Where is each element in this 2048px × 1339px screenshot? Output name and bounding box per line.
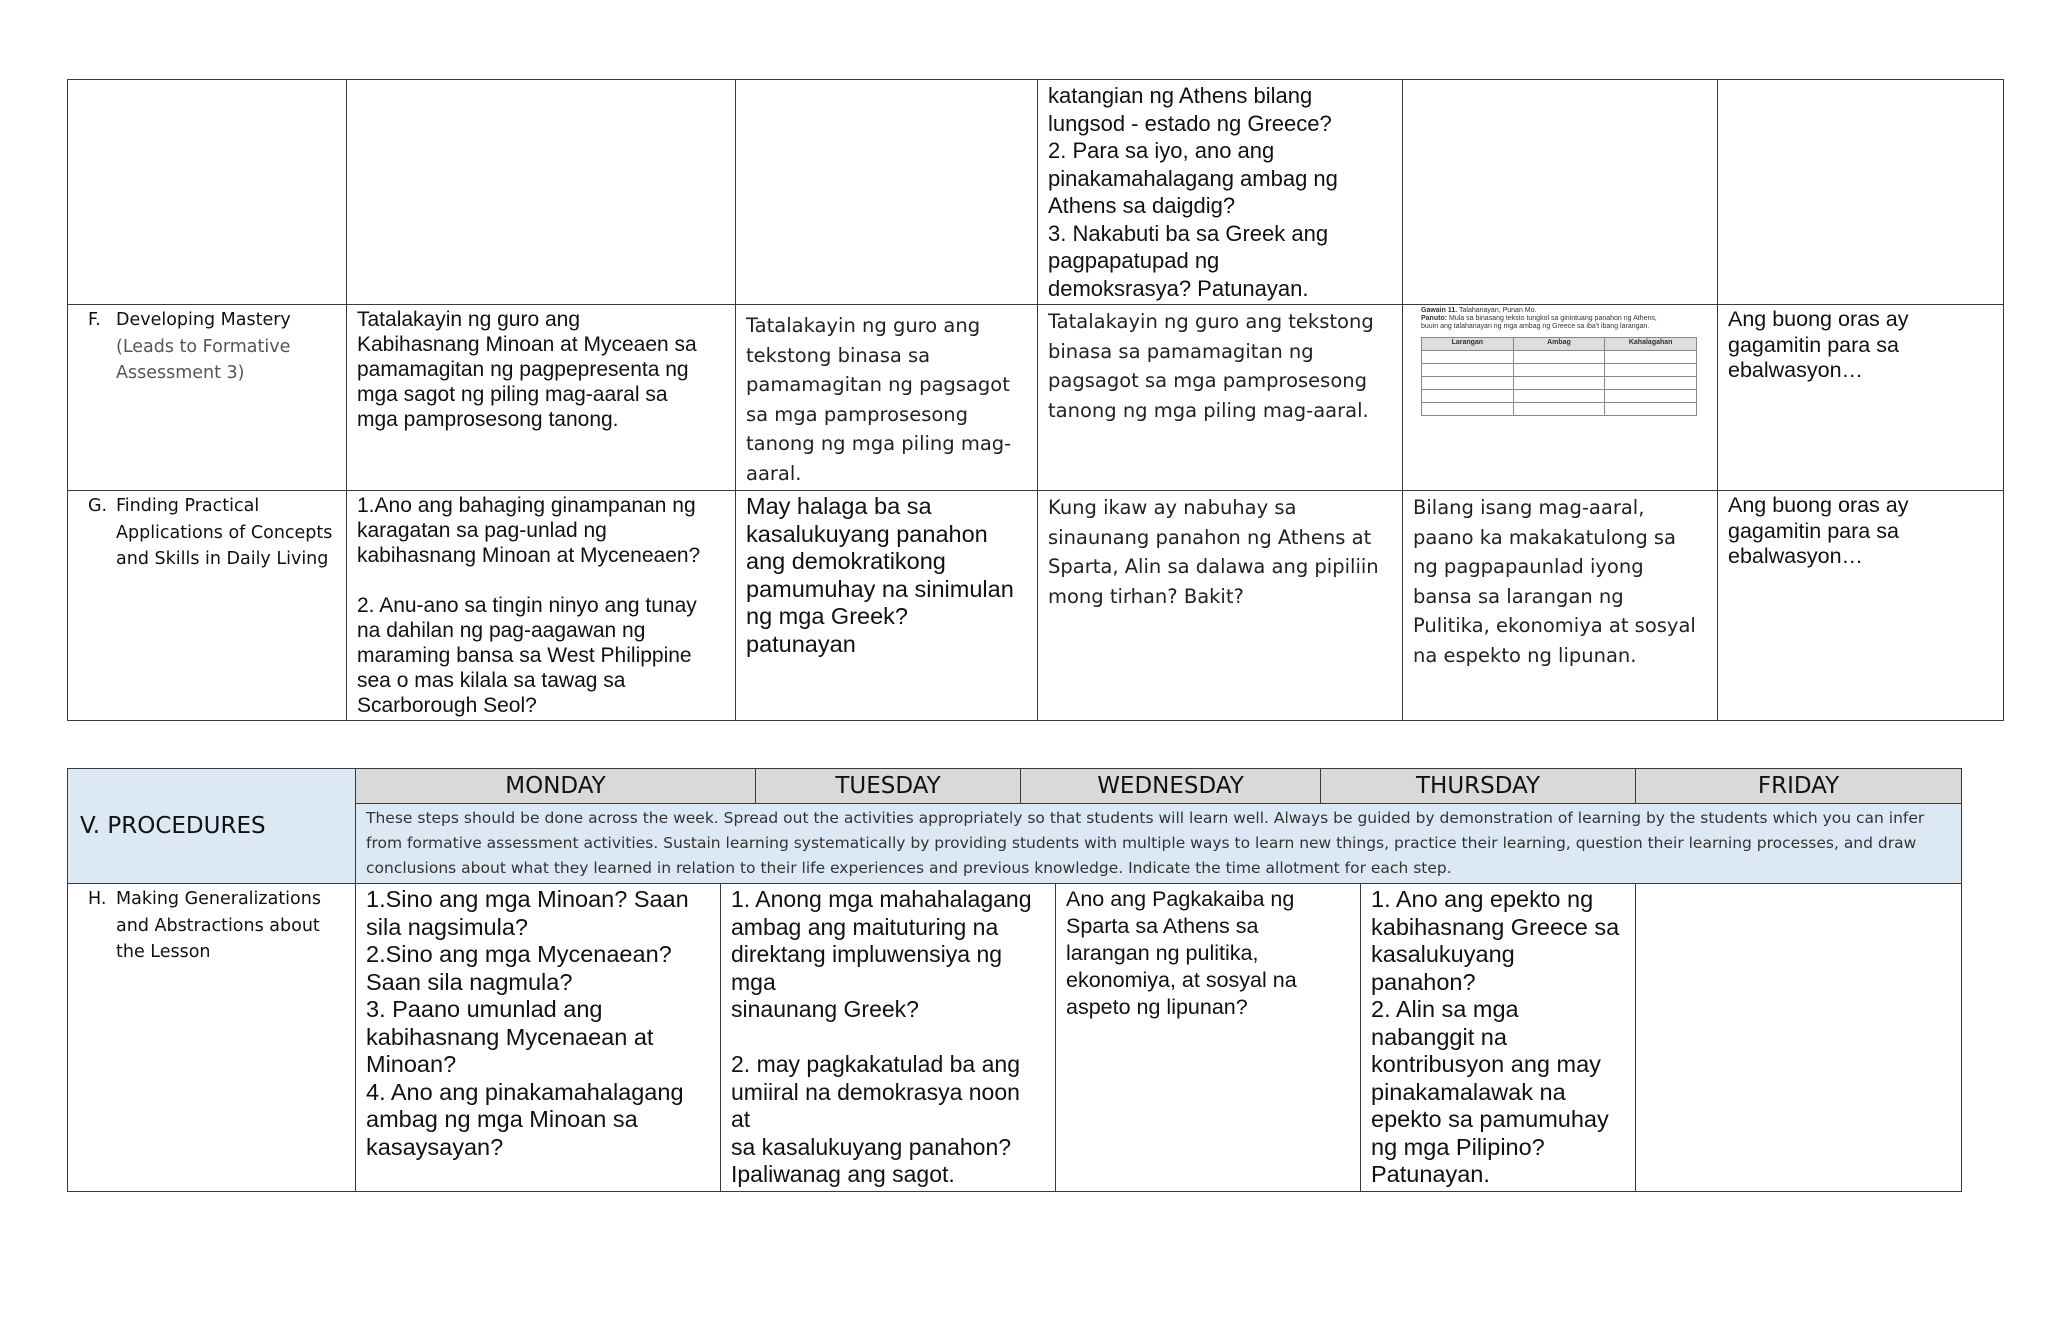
row-letter: F. <box>88 310 101 330</box>
row-title: Finding Practical <box>116 496 260 516</box>
cell-thursday-g: Bilang isang mag-aaral, paano ka makakatulong sa ng pagpapaunlad iyong bansa sa larangan ng Pulitika, ekonomiya at sosyal na espekto ng lipunan. <box>1403 491 1718 721</box>
table-row-generalizations <box>68 884 1962 1192</box>
row-title-3: and Skills in Daily Living <box>116 549 329 569</box>
row-title: Developing Mastery <box>116 310 291 330</box>
cell-tuesday-h: 1. Anong mga mahahalagang ambag ang maituturing na direktang impluwensiya ng mga sinaunang Greek? 2. may pagkakatulad ba ang umiiral na demokrasya noon at sa kasalukuyang panahon? Ipaliwanag ang sagot. <box>721 884 1056 1192</box>
days-header-row <box>68 769 1962 804</box>
cell-wednesday-g: Kung ikaw ay nabuhay sa sinaunang panahon ng Athens at Sparta, Alin sa dalawa ang pipiliin mong tirhan? Bakit? <box>1038 491 1403 721</box>
day-header-friday: FRIDAY <box>1636 769 1962 804</box>
row-subtitle: Assessment 3) <box>116 363 245 383</box>
day-header-monday: MONDAY <box>356 769 756 804</box>
cell-thursday-empty <box>1403 80 1718 305</box>
row-letter: H. <box>88 889 107 909</box>
cell-tuesday-g: May halaga ba sa kasalukuyang panahon ang demokratikong pamumuhay na sinimulan ng mga Greek? patunayan <box>736 491 1038 721</box>
procedures-heading: V. PROCEDURES <box>68 769 356 884</box>
cell-friday-empty <box>1718 80 2004 305</box>
cell-monday-g: 1.Ano ang bahaging ginampanan ng karagatan sa pag-unlad ng kabihasnang Minoan at Myceneaen? 2. Anu-ano sa tingin ninyo ang tunay na dahilan ng pag-aagawan ng maraming bansa sa West Philippine sea o mas kilala sa tawag sa Scarborough Seol? <box>347 491 736 721</box>
cell-monday-empty <box>347 80 736 305</box>
cell-friday-f: Ang buong oras ay gagamitin para sa ebalwasyon… <box>1718 305 2004 491</box>
row-title: Making Generalizations <box>116 889 321 909</box>
cell-thursday-h: 1. Ano ang epekto ng kabihasnang Greece sa kasalukuyang panahon? 2. Alin sa mga nabanggit na kontribusyon ang may pinakamalawak na epekto sa pamumuhay ng mga Pilipino? Patunayan. <box>1361 884 1636 1192</box>
cell-monday-h: 1.Sino ang mga Minoan? Saan sila nagsimula? 2.Sino ang mga Mycenaean? Saan sila nagmula? 3. Paano umunlad ang kabihasnang Mycenaean at Minoan? 4. Ano ang pinakamahalagang ambag ng mga Minoan sa kasaysayan? <box>356 884 721 1192</box>
day-header-thursday: THURSDAY <box>1321 769 1636 804</box>
row-title-3: the Lesson <box>116 942 211 962</box>
day-header-wednesday: WEDNESDAY <box>1021 769 1321 804</box>
cell-wednesday-h: Ano ang Pagkakaiba ng Sparta sa Athens sa larangan ng pulitika, ekonomiya, at sosyal na aspeto ng lipunan? <box>1056 884 1361 1192</box>
cell-tuesday-f: Tatalakayin ng guro ang tekstong binasa sa pamamagitan ng pagsagot sa mga pamprosesong tanong ng mga piling mag- aaral. <box>736 305 1038 491</box>
table-row-practical-applications <box>68 491 2004 721</box>
row-title-2: Applications of Concepts <box>116 522 333 543</box>
row-label-practical-applications <box>68 491 347 721</box>
cell-wednesday-f: Tatalakayin ng guro ang tekstong binasa sa pamamagitan ng pagsagot sa mga pamprosesong tanong ng mga piling mag-aaral. <box>1038 305 1403 491</box>
worksheet-table: Larangan Ambag Kahalagahan <box>1421 337 1697 416</box>
row-title-2: and Abstractions about <box>116 915 320 936</box>
day-header-tuesday: TUESDAY <box>756 769 1021 804</box>
cell-friday-g: Ang buong oras ay gagamitin para sa ebalwasyon… <box>1718 491 2004 721</box>
cell-wednesday-questions: katangian ng Athens bilang lungsod - estado ng Greece? 2. Para sa iyo, ano ang pinakamahalagang ambag ng Athens sa daigdig? 3. Nakabuti ba sa Greek ang pagpapatupad ng demoksrasya? Patunayan. <box>1038 80 1403 305</box>
procedures-instructions: These steps should be done across the week. Spread out the activities appropriately so that students will learn well. Always be guided by demonstration of learning by the students which you can infer from formative assessment activities. Sustain learning systematically by providing students with multiple ways to learn new things, practice their learning, question their learning processes, and draw conclusions about what they learned in relation to their life experiences and previous knowledge. Indicate the time allotment for each step. <box>356 804 1962 884</box>
table-row-developing-mastery <box>68 305 2004 491</box>
worksheet-instructions: Panuto: Mula sa binasang teksto tungkol sa ginintuang panahon ng Athens, <box>1421 315 1657 322</box>
lesson-plan-table-top <box>67 79 2004 721</box>
cell-monday-f: Tatalakayin ng guro ang Kabihasnang Minoan at Myceaen sa pamamagitan ng pagpepresenta ng mga sagot ng piling mag-aaral sa mga pamprosesong tanong. <box>347 305 736 491</box>
cell-thursday-f <box>1403 305 1718 491</box>
worksheet-title: Gawain 11. Talahanayan, Punan Mo. <box>1421 307 1537 314</box>
embedded-worksheet-image <box>1421 307 1701 416</box>
procedures-table <box>67 768 1962 1192</box>
cell-label-empty <box>68 80 347 305</box>
cell-tuesday-empty <box>736 80 1038 305</box>
row-label-developing-mastery <box>68 305 347 491</box>
table-row-continued <box>68 80 2004 305</box>
row-label-generalizations <box>68 884 356 1192</box>
cell-friday-h <box>1636 884 1962 1192</box>
worksheet-instructions-2: buuin ang talahanayan ng mga ambag ng Greece sa iba't ibang larangan. <box>1421 323 1650 330</box>
row-subtitle: (Leads to Formative <box>116 336 291 357</box>
row-letter: G. <box>88 496 108 516</box>
